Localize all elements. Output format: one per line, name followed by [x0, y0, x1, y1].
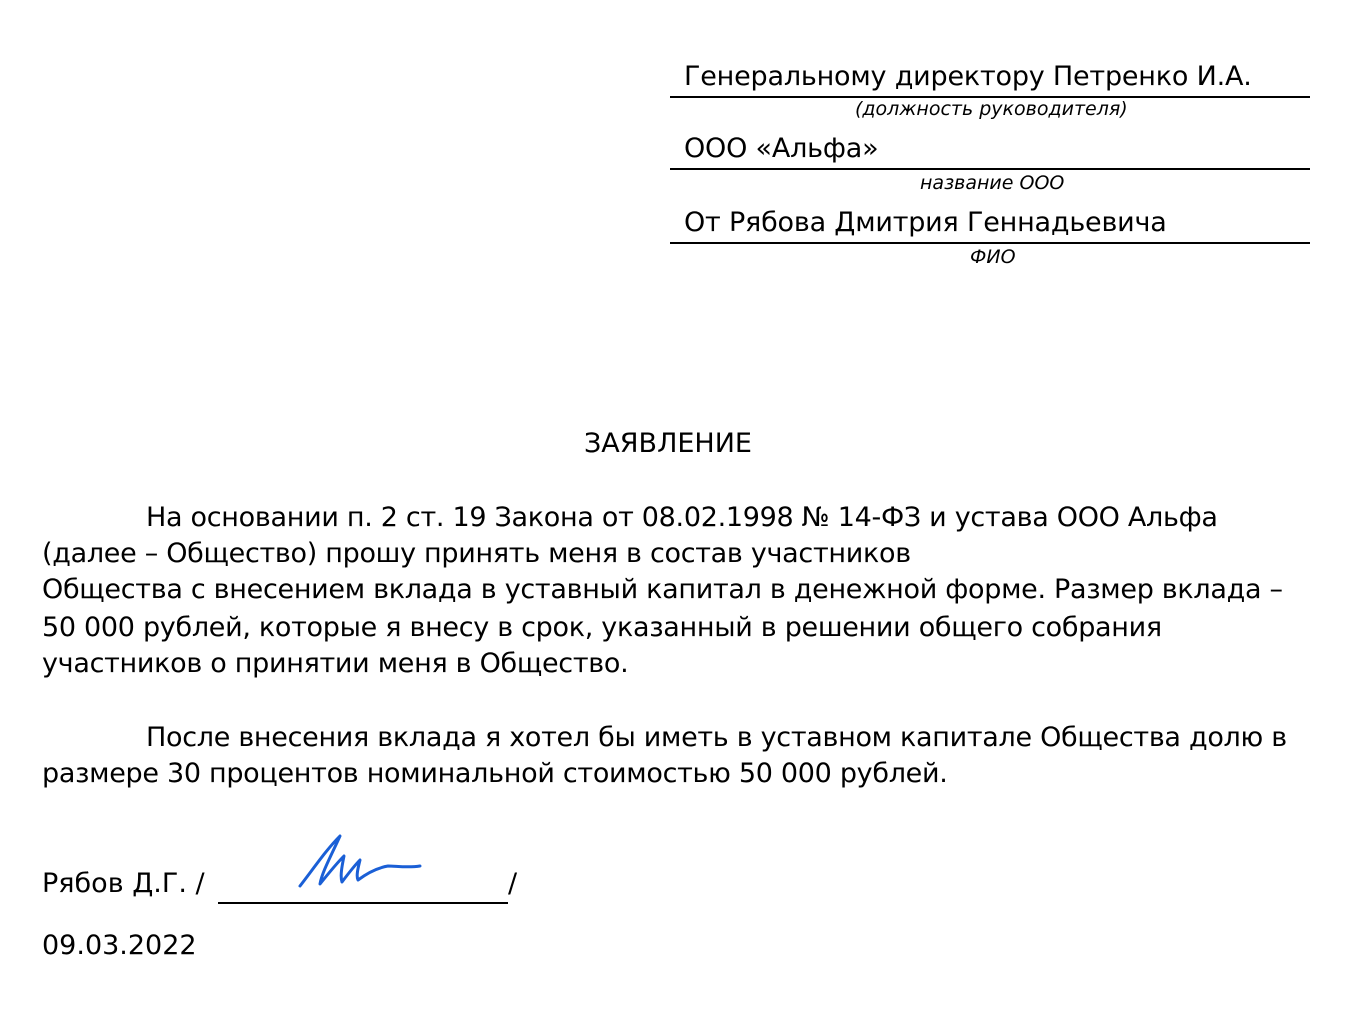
paragraph1-line: Общества с внесением вклада в уставный капитал в денежной форме. Размер вклада – [42, 574, 1283, 605]
signature-closing-slash: / [508, 868, 518, 899]
paragraph1-line: участников о принятии меня в Общество. [42, 648, 629, 679]
paragraph1-line: На основании п. 2 ст. 19 Закона от 08.02.1998 № 14-ФЗ и устава ООО Альфа [146, 502, 1218, 533]
signature-line [218, 902, 508, 904]
applicant-field [670, 204, 1310, 244]
company-value: ООО «Альфа» [684, 133, 879, 164]
company-caption: название ООО [920, 172, 1065, 194]
company-field [670, 130, 1310, 170]
paragraph1-line: (далее – Общество) прошу принять меня в состав участников [42, 538, 911, 569]
document-date: 09.03.2022 [42, 930, 197, 961]
paragraph2-line: После внесения вклада я хотел бы иметь в уставном капитале Общества долю в [146, 722, 1287, 753]
document-title: ЗАЯВЛЕНИЕ [584, 428, 752, 459]
position-field [670, 58, 1310, 98]
position-value: Генеральному директору Петренко И.А. [684, 61, 1252, 92]
applicant-caption: ФИО [970, 246, 1016, 268]
handwritten-signature [292, 828, 432, 898]
paragraph2-line: размере 30 процентов номинальной стоимостью 50 000 рублей. [42, 758, 948, 789]
signer-name: Рябов Д.Г. / [42, 868, 205, 899]
paragraph1-line: 50 000 рублей, которые я внесу в срок, указанный в решении общего собрания [42, 612, 1162, 643]
signature-stroke [300, 836, 420, 886]
position-caption: (должность руководителя) [855, 98, 1128, 120]
applicant-value: От Рябова Дмитрия Геннадьевича [684, 207, 1167, 238]
